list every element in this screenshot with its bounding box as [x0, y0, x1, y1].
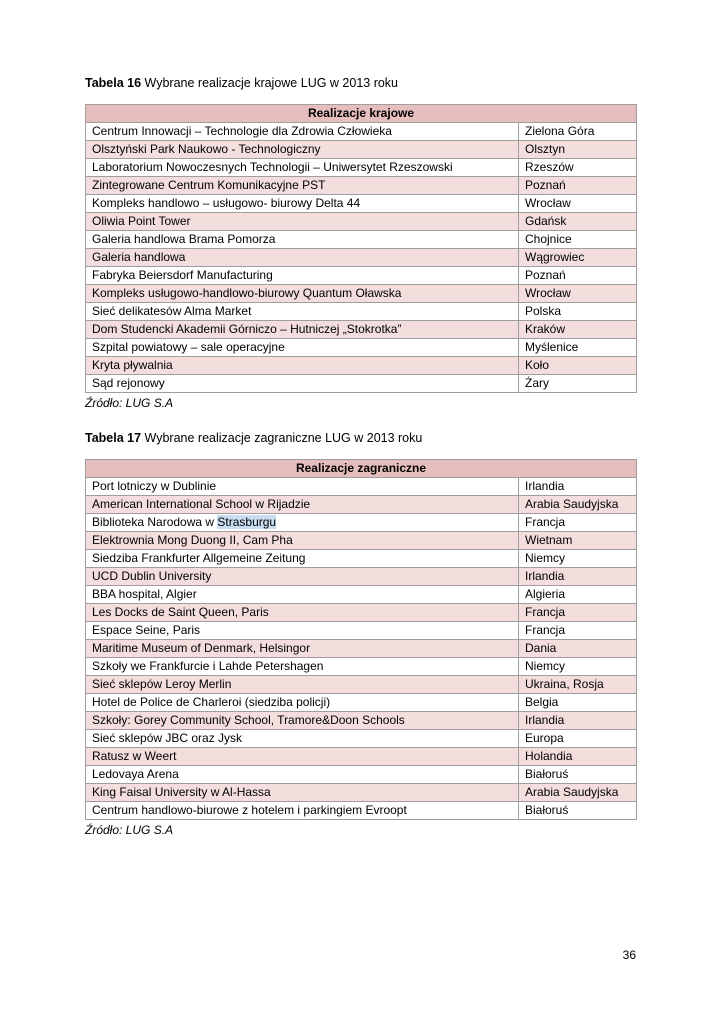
table17-source: Źródło: LUG S.A [85, 823, 174, 837]
table-row [86, 766, 637, 784]
table-cell-city: Gdańsk [519, 213, 637, 231]
table-foreign-projects [85, 459, 637, 820]
table-cell-city: Wrocław [519, 285, 637, 303]
table-cell-name: Maritime Museum of Denmark, Helsingor [86, 640, 519, 658]
table-cell-name: Sieć sklepów Leroy Merlin [86, 676, 519, 694]
table-row [86, 784, 637, 802]
table-cell-city: Algieria [519, 586, 637, 604]
table-cell-name: Biblioteka Narodowa w Strasburgu [86, 514, 519, 532]
table-cell-city: Francja [519, 604, 637, 622]
table-cell-name: UCD Dublin University [86, 568, 519, 586]
table-cell-city: Arabia Saudyjska [519, 496, 637, 514]
table-cell-city: Ukraina, Rosja [519, 676, 637, 694]
table17-caption [85, 431, 637, 446]
table-row [86, 640, 637, 658]
table-row [86, 550, 637, 568]
table-cell-city: Poznań [519, 177, 637, 195]
table-cell-city: Irlandia [519, 568, 637, 586]
table-cell-city: Myślenice [519, 339, 637, 357]
table-cell-name: Oliwia Point Tower [86, 213, 519, 231]
table-row [86, 159, 637, 177]
table-cell-name: Kompleks usługowo-handlowo-biurowy Quantum Oławska [86, 285, 519, 303]
table-row [86, 249, 637, 267]
table-cell-name: Galeria handlowa Brama Pomorza [86, 231, 519, 249]
table-cell-name: Olsztyński Park Naukowo - Technologiczny [86, 141, 519, 159]
table-cell-city: Dania [519, 640, 637, 658]
table-cell-name: Sieć sklepów JBC oraz Jysk [86, 730, 519, 748]
table-row [86, 532, 637, 550]
table-cell-city: Wietnam [519, 532, 637, 550]
table-row [86, 604, 637, 622]
table-row [86, 321, 637, 339]
table-cell-city: Francja [519, 514, 637, 532]
table-cell-name: Elektrownia Mong Duong II, Cam Pha [86, 532, 519, 550]
table-header-row [86, 460, 637, 478]
table-cell-city: Niemcy [519, 550, 637, 568]
table17-caption-text: Wybrane realizacje zagraniczne LUG w 2013 roku [141, 431, 423, 445]
table-row [86, 123, 637, 141]
table-row [86, 694, 637, 712]
table-row [86, 748, 637, 766]
table-cell-name: BBA hospital, Algier [86, 586, 519, 604]
table-domestic-projects [85, 104, 637, 393]
table17-caption-label: Tabela 17 [85, 431, 142, 445]
table-cell-name: Kryta pływalnia [86, 357, 519, 375]
table-header-row [86, 105, 637, 123]
table-row [86, 285, 637, 303]
table-cell-city: Niemcy [519, 658, 637, 676]
table16-caption-label: Tabela 16 [85, 76, 142, 90]
table-cell-name: Hotel de Police de Charleroi (siedziba policji) [86, 694, 519, 712]
table-row [86, 586, 637, 604]
table-row [86, 478, 637, 496]
table-row [86, 712, 637, 730]
table-row [86, 514, 637, 532]
table-cell-city: Wrocław [519, 195, 637, 213]
table-row [86, 676, 637, 694]
table-cell-city: Białoruś [519, 766, 637, 784]
table-cell-city: Europa [519, 730, 637, 748]
table-cell-name: Dom Studencki Akademii Górniczo – Hutniczej „Stokrotka” [86, 321, 519, 339]
table-cell-name: Centrum Innowacji – Technologie dla Zdrowia Człowieka [86, 123, 519, 141]
table16-source: Źródło: LUG S.A [85, 396, 174, 410]
table-cell-city: Chojnice [519, 231, 637, 249]
table-row [86, 622, 637, 640]
table-row [86, 177, 637, 195]
table-cell-name: Les Docks de Saint Queen, Paris [86, 604, 519, 622]
table16-caption-text: Wybrane realizacje krajowe LUG w 2013 roku [141, 76, 399, 90]
table-cell-name: American International School w Rijadzie [86, 496, 519, 514]
table-cell-city: Holandia [519, 748, 637, 766]
table-cell-name: Laboratorium Nowoczesnych Technologii – Uniwersytet Rzeszowski [86, 159, 519, 177]
table-cell-name: Kompleks handlowo – usługowo- biurowy Delta 44 [86, 195, 519, 213]
table-row [86, 802, 637, 820]
table-cell-city: Kraków [519, 321, 637, 339]
table-cell-city: Rzeszów [519, 159, 637, 177]
table-cell-city: Arabia Saudyjska [519, 784, 637, 802]
table-row [86, 375, 637, 393]
table-row [86, 213, 637, 231]
table-cell-name: Fabryka Beiersdorf Manufacturing [86, 267, 519, 285]
table-cell-name: Sieć delikatesów Alma Market [86, 303, 519, 321]
table-cell-name: Szpital powiatowy – sale operacyjne [86, 339, 519, 357]
table-cell-city: Irlandia [519, 478, 637, 496]
table16-caption [85, 76, 637, 91]
page-content [85, 76, 637, 858]
table-cell-city: Olsztyn [519, 141, 637, 159]
table-cell-name: Szkoły we Frankfurcie i Lahde Petershagen [86, 658, 519, 676]
table-cell-name: Sąd rejonowy [86, 375, 519, 393]
selected-text: Strasburgu [217, 515, 277, 529]
table-cell-name: Galeria handlowa [86, 249, 519, 267]
table-row [86, 568, 637, 586]
table-row [86, 141, 637, 159]
table-cell-name: Szkoły: Gorey Community School, Tramore&Doon Schools [86, 712, 519, 730]
table-row [86, 496, 637, 514]
table-cell-city: Francja [519, 622, 637, 640]
table-cell-name: Ledovaya Arena [86, 766, 519, 784]
table-cell-name: Siedziba Frankfurter Allgemeine Zeitung [86, 550, 519, 568]
table-row [86, 730, 637, 748]
table-cell-city: Żary [519, 375, 637, 393]
table-row [86, 357, 637, 375]
table-row [86, 339, 637, 357]
table-row [86, 267, 637, 285]
page-number: 36 [622, 948, 636, 962]
table-cell-name: Espace Seine, Paris [86, 622, 519, 640]
table-cell-name: King Faisal University w Al-Hassa [86, 784, 519, 802]
table-row [86, 231, 637, 249]
table-cell-name: Centrum handlowo-biurowe z hotelem i parkingiem Evroopt [86, 802, 519, 820]
table-cell-city: Białoruś [519, 802, 637, 820]
table-cell-city: Polska [519, 303, 637, 321]
table-row [86, 658, 637, 676]
table-cell-city: Belgia [519, 694, 637, 712]
table-cell-name: Port lotniczy w Dublinie [86, 478, 519, 496]
table-cell-city: Zielona Góra [519, 123, 637, 141]
table-cell-name: Zintegrowane Centrum Komunikacyjne PST [86, 177, 519, 195]
table-cell-name: Ratusz w Weert [86, 748, 519, 766]
table16-header-cell: Realizacje krajowe [86, 105, 637, 123]
table-cell-city: Wągrowiec [519, 249, 637, 267]
table17-header-cell: Realizacje zagraniczne [86, 460, 637, 478]
table-row [86, 303, 637, 321]
table-row [86, 195, 637, 213]
table-cell-city: Irlandia [519, 712, 637, 730]
table-cell-city: Koło [519, 357, 637, 375]
table-cell-city: Poznań [519, 267, 637, 285]
